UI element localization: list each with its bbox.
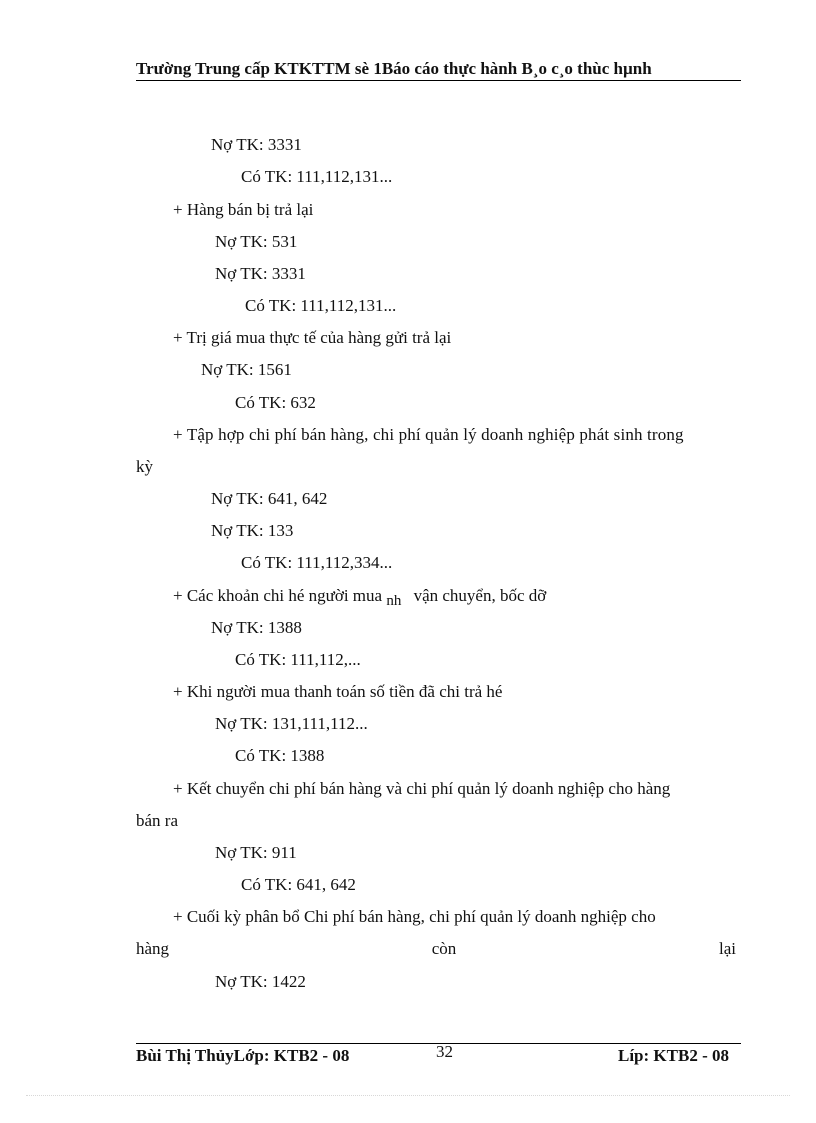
text-line: Có TK: 1388: [235, 746, 325, 765]
text-line: kỳ: [136, 457, 153, 476]
text-line: Nợ TK: 1422: [215, 972, 306, 991]
text-line: Nợ TK: 133: [211, 521, 294, 540]
text-line: bán ra: [136, 811, 179, 830]
header-rule: [136, 80, 741, 81]
text-fragment: nh: [386, 593, 402, 609]
text-line: [173, 586, 546, 607]
text-line: Nợ TK: 641, 642: [211, 489, 328, 508]
text-line: + Khi người mua thanh toán số tiền đã chi trả hé: [173, 682, 503, 701]
text-fragment: còn: [431, 939, 457, 958]
text-line: Nợ TK: 131,111,112...: [215, 714, 368, 733]
text-line: [173, 779, 739, 799]
text-line: + Trị giá mua thực tế của hàng gửi trả lại: [173, 328, 452, 347]
text-line: [136, 939, 736, 959]
text-line: Có TK: 632: [235, 393, 316, 412]
text-fragment: + Các khoản chi hé người mua: [173, 586, 383, 605]
text-line: Nợ TK: 3331: [211, 135, 302, 154]
text-line: Nợ TK: 1388: [211, 618, 302, 637]
text-line: Có TK: 111,112,131...: [241, 167, 393, 186]
text-line: Có TK: 111,112,...: [235, 650, 361, 669]
text-line: [173, 425, 739, 445]
text-fragment: vận chuyển, bốc dỡ: [413, 586, 547, 605]
text-line: Có TK: 641, 642: [241, 875, 356, 894]
text-line-content: + Cuối kỳ phân bổ Chi phí bán hàng, chi phí quản lý doanh nghiệp cho: [173, 907, 656, 926]
text-line: Nợ TK: 531: [215, 232, 298, 251]
text-fragment: hàng: [136, 939, 170, 958]
footer-left: Bùi Thị ThủyLớp: KTB2 - 08: [136, 1046, 350, 1065]
text-line-content: + Kết chuyển chi phí bán hàng và chi phí quản lý doanh nghiệp cho hàng: [173, 779, 671, 798]
text-line: Nợ TK: 1561: [201, 360, 292, 379]
text-line: + Hàng bán bị trả lại: [173, 200, 314, 219]
text-fragment: lại: [719, 939, 736, 958]
text-line-content: + Tập hợp chi phí bán hàng, chi phí quản lý doanh nghiệp phát sinh trong: [173, 425, 684, 444]
text-line: [173, 907, 739, 927]
text-line: Nợ TK: 911: [215, 843, 297, 862]
text-line: Có TK: 111,112,334...: [241, 553, 393, 572]
page-bottom-divider: [26, 1095, 790, 1096]
text-line: Có TK: 111,112,131...: [245, 296, 397, 315]
page-header: Trường Trung cấp KTKTTM sè 1Báo cáo thực hành B¸o c¸o thùc hµnh: [136, 59, 652, 78]
footer-right: Líp: KTB2 - 08: [618, 1046, 729, 1065]
text-line: Nợ TK: 3331: [215, 264, 306, 283]
page-number: 32: [436, 1042, 453, 1061]
